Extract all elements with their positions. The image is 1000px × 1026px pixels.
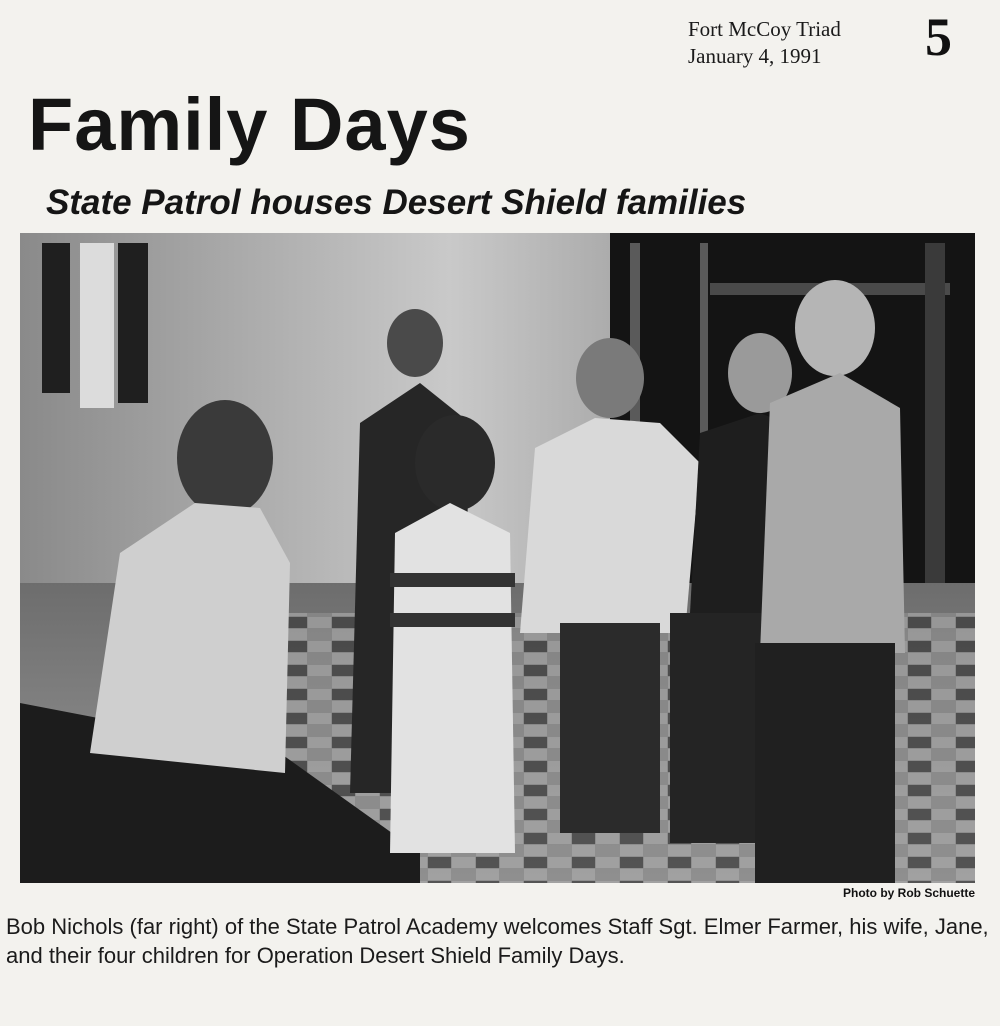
- photo-credit: Photo by Rob Schuette: [843, 886, 975, 900]
- page-number: 5: [925, 7, 952, 67]
- headline: Family Days: [28, 83, 471, 166]
- masthead: [688, 16, 841, 70]
- photo-caption: Bob Nichols (far right) of the State Patrol Academy welcomes Staff Sgt. Elmer Farmer, his wife, Jane, and their four children for Operation Desert Shield Family Days.: [6, 914, 989, 968]
- news-photo: [20, 233, 975, 883]
- publication-name: Fort McCoy Triad: [688, 17, 841, 41]
- publication-date: January 4, 1991: [688, 44, 822, 68]
- photo-illustration: [20, 233, 975, 883]
- subheadline: State Patrol houses Desert Shield families: [46, 183, 747, 222]
